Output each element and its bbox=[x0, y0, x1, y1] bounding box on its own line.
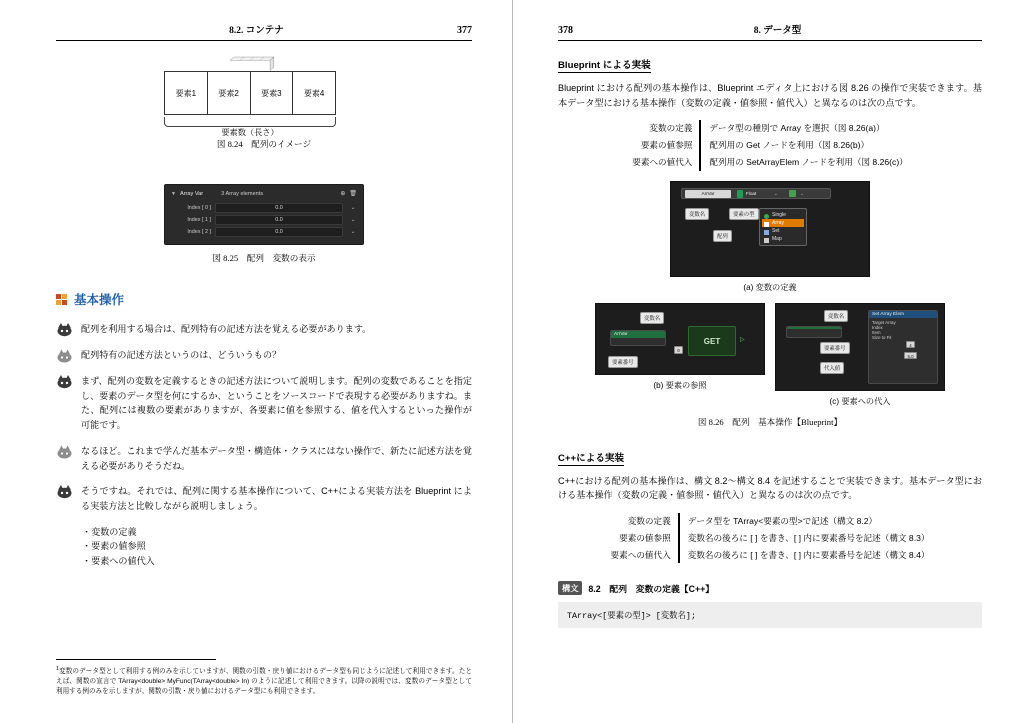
element-index-label: Index [ 2 ] bbox=[187, 229, 211, 235]
figure-8-26a-caption: (a) 変数の定義 bbox=[743, 282, 797, 292]
array-3d-shape bbox=[164, 57, 336, 71]
index-chip: 要素番号 bbox=[820, 342, 850, 354]
array-cell: 要素2 bbox=[208, 72, 251, 114]
dialogue-line bbox=[56, 348, 472, 363]
output-pin-icon: ▷ bbox=[740, 336, 745, 343]
index-chip: 要素番号 bbox=[608, 356, 638, 368]
dialogue-text: 配列を利用する場合は、配列特有の記述方法を覚える必要があります。 bbox=[81, 324, 372, 334]
pin-index: Index bbox=[872, 324, 883, 330]
table-row bbox=[611, 547, 930, 564]
variable-type-chip: 要素の型 bbox=[729, 208, 759, 220]
cpp-definition-table bbox=[611, 513, 930, 563]
table-row bbox=[611, 513, 930, 530]
dialogue-line bbox=[56, 444, 472, 473]
figure-8-25-caption: 図 8.25 配列 変数の表示 bbox=[212, 253, 316, 263]
figure-8-26a bbox=[558, 181, 982, 293]
variable-name-chip: 変数名 bbox=[685, 208, 709, 220]
item-input[interactable]: 5.0 bbox=[904, 352, 917, 359]
array-cells bbox=[164, 71, 336, 115]
description: 配列用の SetArrayElem ノードを利用（図 8.26(c)） bbox=[700, 154, 907, 171]
pin-target-array: Target Array bbox=[872, 319, 896, 325]
syntax-badge: 構文 bbox=[558, 581, 582, 595]
figure-8-26b bbox=[595, 303, 765, 407]
figure-8-26b-caption: (b) 要素の参照 bbox=[653, 380, 707, 390]
table-row bbox=[632, 137, 908, 154]
array-variable-node[interactable] bbox=[610, 330, 666, 346]
table-row bbox=[632, 120, 908, 137]
running-head-section: 8.2. コンテナ bbox=[229, 26, 284, 36]
bullet-list bbox=[82, 525, 472, 569]
footnote bbox=[56, 659, 472, 697]
node-pins bbox=[869, 318, 937, 342]
length-brace bbox=[164, 117, 336, 127]
running-head-right bbox=[558, 22, 982, 41]
trash-icon[interactable]: 🗑 bbox=[349, 191, 357, 197]
description: データ型を TArray<要素の型>で記述（構文 8.2） bbox=[679, 513, 930, 530]
variable-name-field[interactable]: ArrVar bbox=[685, 190, 731, 198]
get-label: GET bbox=[703, 336, 721, 346]
element-index-label: Index [ 1 ] bbox=[187, 217, 211, 223]
dialogue-text: なるほど。これまで学んだ基本データ型・構造体・クラスにはない操作で、新たに記述方法を覚える必要がありそうだね。 bbox=[81, 445, 472, 471]
term: 要素の値参照 bbox=[640, 140, 693, 151]
node-title: Set Array Elem bbox=[869, 311, 937, 318]
array-element-row bbox=[169, 215, 359, 225]
blueprint-section-title: Blueprint による実装 bbox=[558, 57, 982, 73]
description: 変数名の後ろに [ ] を書き、[ ] 内に要素番号を記述（構文 8.4） bbox=[679, 547, 930, 564]
menu-item-single[interactable]: Single bbox=[762, 211, 804, 219]
table-row bbox=[611, 530, 930, 547]
page-number-left: 377 bbox=[457, 25, 472, 36]
footnote-rule bbox=[56, 659, 216, 660]
blueprint-get-node-screenshot bbox=[595, 303, 765, 375]
page-number-right: 378 bbox=[558, 25, 573, 36]
cpp-intro: C++における配列の基本操作は、構文 8.2〜構文 8.4 を記述することで実装できます。基本データ型における基本操作（変数の定義・値参照・値代入）と異なるのは次の点です。 bbox=[558, 475, 982, 501]
list-item: ・ 要素への値代入 bbox=[82, 554, 472, 569]
array-chip: 配列 bbox=[713, 230, 732, 242]
variable-name-chip: 変数名 bbox=[824, 310, 848, 322]
section-marker-icon bbox=[56, 294, 67, 305]
syntax-code-block: TArray<[要素の型]> [変数名]; bbox=[558, 602, 982, 628]
variable-name-chip: 変数名 bbox=[640, 312, 664, 324]
running-head-left bbox=[56, 22, 472, 41]
figure-8-24-caption: 図 8.24 配列のイメージ bbox=[216, 139, 312, 149]
array-variable-node[interactable] bbox=[786, 326, 842, 338]
get-node[interactable] bbox=[688, 326, 736, 356]
chevron-down-icon[interactable]: ⌄ bbox=[350, 205, 356, 211]
figure-8-26-bc-row bbox=[558, 303, 982, 407]
footnote-text: 変数のデータ型として利用する例のみを示していますが、関数の引数・戻り値におけるデータ型も同じように記述して利用できます。たとえば、関数の宣言で TArray<double> MyFunc(TArray<double> In) のように記述して利用できます。以降の説明では、変数のデータ型として利用する例のみを示しますが、関数の引数・戻り値におけるデータ型にも利用できます。 bbox=[56, 668, 472, 696]
collapse-triangle-icon[interactable]: ▼ bbox=[171, 190, 176, 197]
type-color-swatch bbox=[737, 190, 743, 198]
running-head-section: 8. データ型 bbox=[753, 26, 802, 36]
section-title: 基本操作 bbox=[74, 293, 125, 307]
figure-8-25 bbox=[56, 184, 472, 264]
menu-item-set[interactable]: Set bbox=[762, 227, 804, 235]
type-kind-menu[interactable] bbox=[759, 208, 807, 246]
index-input[interactable]: 0 bbox=[674, 346, 683, 354]
blueprint-intro: Blueprint における配列の基本操作は、Blueprint エディタ上における図 8.26 の操作で実装できます。基本データ型における基本操作（変数の定義・値参照・値代入）と異なるのは次の点です。 bbox=[558, 83, 982, 108]
index-input[interactable]: 4 bbox=[906, 341, 915, 348]
teacher-avatar-icon bbox=[56, 374, 73, 389]
element-value-input[interactable]: 0.0 bbox=[215, 227, 343, 237]
right-page bbox=[512, 0, 1024, 723]
chevron-down-icon[interactable]: ⌄ bbox=[350, 229, 356, 235]
term: 要素への値代入 bbox=[610, 549, 671, 560]
table-row bbox=[632, 154, 908, 171]
panel-header bbox=[169, 188, 359, 201]
description: データ型の種別で Array を選択（図 8.26(a)） bbox=[700, 120, 907, 137]
cpp-section-title: C++による実装 bbox=[558, 450, 982, 466]
value-chip: 代入値 bbox=[820, 362, 844, 374]
blueprint-variable-definition-screenshot bbox=[670, 181, 870, 277]
element-value-input[interactable]: 0.0 bbox=[215, 215, 343, 225]
array-variable-panel bbox=[164, 184, 364, 245]
term: 要素の値参照 bbox=[619, 532, 671, 543]
syntax-heading bbox=[558, 581, 982, 595]
length-label: 要素数（長さ） bbox=[221, 128, 279, 137]
menu-item-array[interactable]: Array bbox=[762, 219, 804, 227]
student-avatar-icon bbox=[56, 348, 73, 363]
list-item: ・ 変数の定義 bbox=[82, 525, 472, 540]
chevron-down-icon[interactable]: ⌄ bbox=[350, 217, 356, 223]
footnote-marker: 1 bbox=[56, 666, 59, 673]
plus-circle-icon[interactable]: ⊕ bbox=[340, 191, 346, 197]
dialogue-text: そうですね。それでは、配列に関する基本操作について、C++による実装方法を Blueprint による実装方法と比較しながら説明しましょう。 bbox=[81, 486, 472, 512]
variable-name: Array Var bbox=[179, 190, 204, 197]
dialogue-line bbox=[56, 322, 472, 337]
set-array-elem-node[interactable] bbox=[868, 310, 938, 384]
description: 配列用の Get ノードを利用（図 8.26(b)） bbox=[700, 137, 907, 154]
teacher-avatar-icon bbox=[56, 322, 73, 337]
figure-8-24 bbox=[56, 57, 472, 150]
array-cell: 要素4 bbox=[303, 88, 325, 98]
figure-8-26-caption: 図 8.26 配列 基本操作【Blueprint】 bbox=[697, 416, 843, 427]
element-index-label: Index [ 0 ] bbox=[187, 205, 211, 211]
dialogue-text: 配列特有の記述方法というのは、どういうもの？ bbox=[81, 350, 282, 360]
list-item: ・ 要素の値参照 bbox=[82, 539, 472, 554]
dialogue-line bbox=[56, 374, 472, 433]
array-element-row bbox=[169, 203, 359, 213]
blueprint-definition-table bbox=[632, 120, 908, 170]
student-avatar-icon bbox=[56, 444, 73, 459]
menu-item-map[interactable]: Map bbox=[762, 235, 804, 243]
section-heading bbox=[56, 290, 472, 308]
array-element-row bbox=[169, 227, 359, 237]
dialogue-text: まず、配列の変数を定義するときの記述方法について説明します。配列の変数であることを指定し、要素のデータ型を何にするか、ということをソースコードで表現する必要がありますね。また、配列には複数の要素がありますが、各要素に値を参照する、値を代入するといった操作が可能です。 bbox=[81, 376, 472, 431]
dialogue-line bbox=[56, 484, 472, 513]
array-illustration bbox=[164, 57, 364, 137]
element-count: 3 Array elements bbox=[221, 190, 264, 197]
array-cell: 要素3 bbox=[251, 72, 294, 114]
chevron-down-icon[interactable]: ⌄ bbox=[800, 190, 804, 196]
variable-type-value[interactable]: Float bbox=[746, 190, 757, 196]
term: 変数の定義 bbox=[627, 516, 671, 527]
pin-item: Item bbox=[872, 329, 881, 335]
node-title: ArrVar bbox=[611, 331, 665, 338]
syntax-title: 8.2 配列 変数の定義【C++】 bbox=[588, 583, 715, 594]
description: 変数名の後ろに [ ] を書き、[ ] 内に要素番号を記述（構文 8.3） bbox=[679, 530, 930, 547]
figure-8-26c-caption: (c) 要素への代入 bbox=[829, 396, 891, 406]
pin-size-to-fit: Size to Fit bbox=[872, 334, 892, 340]
blueprint-setarrayelem-node-screenshot bbox=[775, 303, 945, 391]
array-type-icon[interactable] bbox=[789, 190, 796, 197]
element-value-input[interactable]: 0.0 bbox=[215, 203, 343, 213]
teacher-avatar-icon bbox=[56, 484, 73, 499]
term: 変数の定義 bbox=[649, 123, 693, 134]
array-cell: 要素1 bbox=[165, 72, 208, 114]
term: 要素への値代入 bbox=[632, 156, 693, 167]
chevron-down-icon[interactable]: ⌄ bbox=[774, 190, 778, 196]
figure-8-26c bbox=[775, 303, 945, 407]
